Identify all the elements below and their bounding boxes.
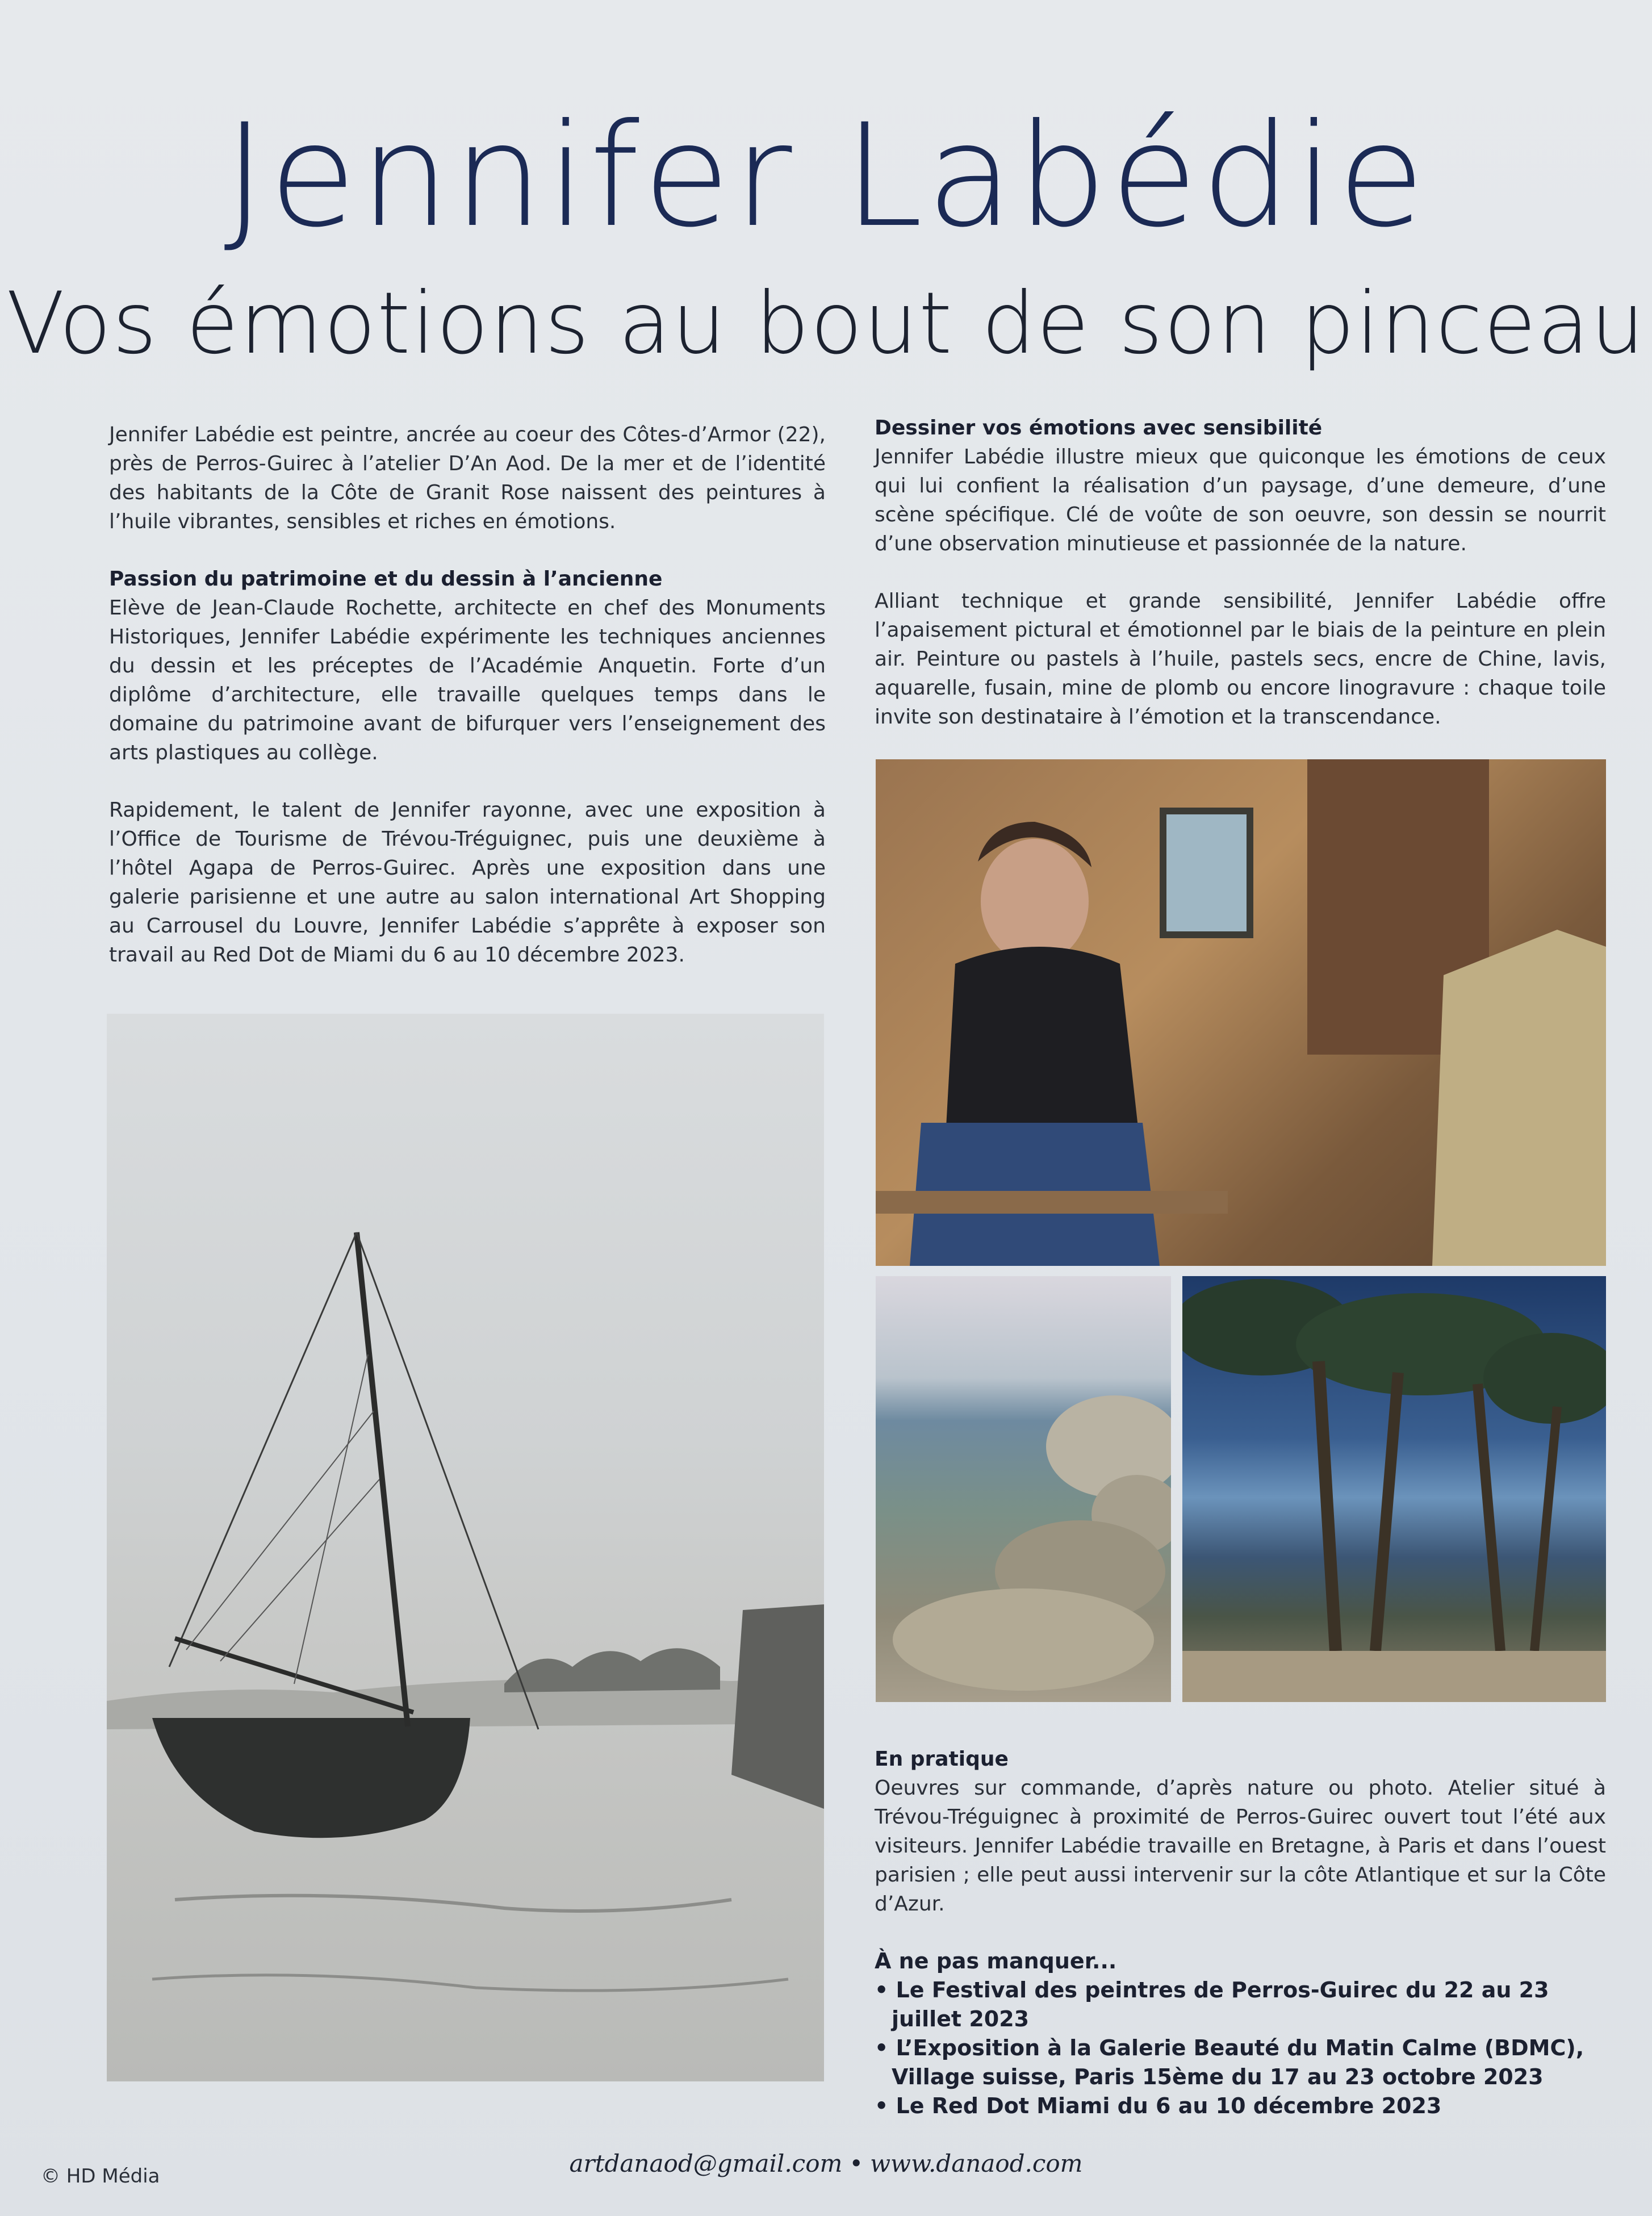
separator: • <box>849 2150 864 2177</box>
technique-paragraph: Alliant technique et grande sensibilité, Jennifer Labédie offre l’apaisement pictural et émotionnel par le biais de la peinture en plein air. Peinture ou pastels à l’huile, pastels secs, encre de Chine, lavis, aquarelle, fusain, mine de plomb ou encore linogravure : chaque toile invite son destinataire à l’émotion et la transcendance. <box>875 589 1606 729</box>
emotions-paragraph: Jennifer Labédie illustre mieux que quiconque les émotions de ceux qui lui confient la réalisation d’un paysage, d’une demeure, d’une scène spécifique. Clé de voûte de son oeuvre, son dessin se nourrit d’une observation minutieuse et passionnée de la nature. <box>875 445 1606 555</box>
studio-scene <box>876 759 1606 1266</box>
pine-trees-painting <box>1182 1276 1606 1702</box>
left-column <box>109 420 826 998</box>
website-link[interactable]: www.danaod.com <box>870 2150 1083 2177</box>
event-item: • Le Festival des peintres de Perros-Guirec du 22 au 23 juillet 2023 <box>875 1977 1549 2031</box>
artist-studio-photo <box>876 759 1606 1266</box>
coast-scene <box>876 1276 1171 1702</box>
right-column-bottom <box>875 1745 1606 2121</box>
contact-line <box>0 2150 1652 2177</box>
photo-credit: © HD Média <box>41 2165 160 2188</box>
event-item: • L’Exposition à la Galerie Beauté du Matin Calme (BDMC), Village suisse, Paris 15ème du 17 au 23 octobre 2023 <box>875 2035 1584 2089</box>
events-heading: À ne pas manquer... <box>875 1949 1117 1974</box>
section-heading-emotions: Dessiner vos émotions avec sensibilité <box>875 416 1323 440</box>
event-item: • Le Red Dot Miami du 6 au 10 décembre 2023 <box>875 2093 1442 2118</box>
heritage-paragraph: Elève de Jean-Claude Rochette, architecte en chef des Monuments Historiques, Jennifer Labédie expérimente les techniques anciennes du dessin et les préceptes de l’Académie Anquetin. Forte d’un diplôme d’architecture, elle travaille quelques temps dans le domaine du patrimoine avant de bifurquer vers l’enseignement des arts plastiques au collège. <box>109 596 826 764</box>
sailboat-illustration <box>107 1014 824 2081</box>
exhibitions-paragraph: Rapidement, le talent de Jennifer rayonne, avec une exposition à l’Office de Tourisme de Trévou-Tréguignec, puis une deuxième à l’hôtel Agapa de Perros-Guirec. Après une exposition dans une galerie parisienne et une autre au salon international Art Shopping au Carrousel du Louvre, Jennifer Labédie s’apprête à exposer son travail au Red Dot de Miami du 6 au 10 décembre 2023. <box>109 798 826 967</box>
section-heading-practice: En pratique <box>875 1747 1009 1771</box>
section-heading-heritage: Passion du patrimoine et du dessin à l’ancienne <box>109 567 663 591</box>
right-column-top <box>875 413 1606 760</box>
page-subtitle: Vos émotions au bout de son pinceau <box>6 274 1646 373</box>
coastal-rocks-painting <box>876 1276 1171 1702</box>
page-title: Jennifer Labédie <box>224 93 1428 258</box>
practice-paragraph: Oeuvres sur commande, d’après nature ou photo. Atelier situé à Trévou-Tréguignec à proximité de Perros-Guirec ouvert tout l’été aux visiteurs. Jennifer Labédie travaille en Bretagne, à Paris et dans l’ouest parisien ; elle peut aussi intervenir sur la côte Atlantique et sur la Côte d’Azur. <box>875 1776 1606 1916</box>
email-link[interactable]: artdanaod@gmail.com <box>569 2150 843 2177</box>
boat-drawing-image <box>107 1014 824 2081</box>
intro-paragraph: Jennifer Labédie est peintre, ancrée au coeur des Côtes-d’Armor (22), près de Perros-Guirec à l’atelier D’An Aod. De la mer et de l’identité des habitants de la Côte de Granit Rose naissent des peintures à l’huile vibrantes, sensibles et riches en émotions. <box>109 423 826 533</box>
pines-scene <box>1182 1276 1606 1702</box>
